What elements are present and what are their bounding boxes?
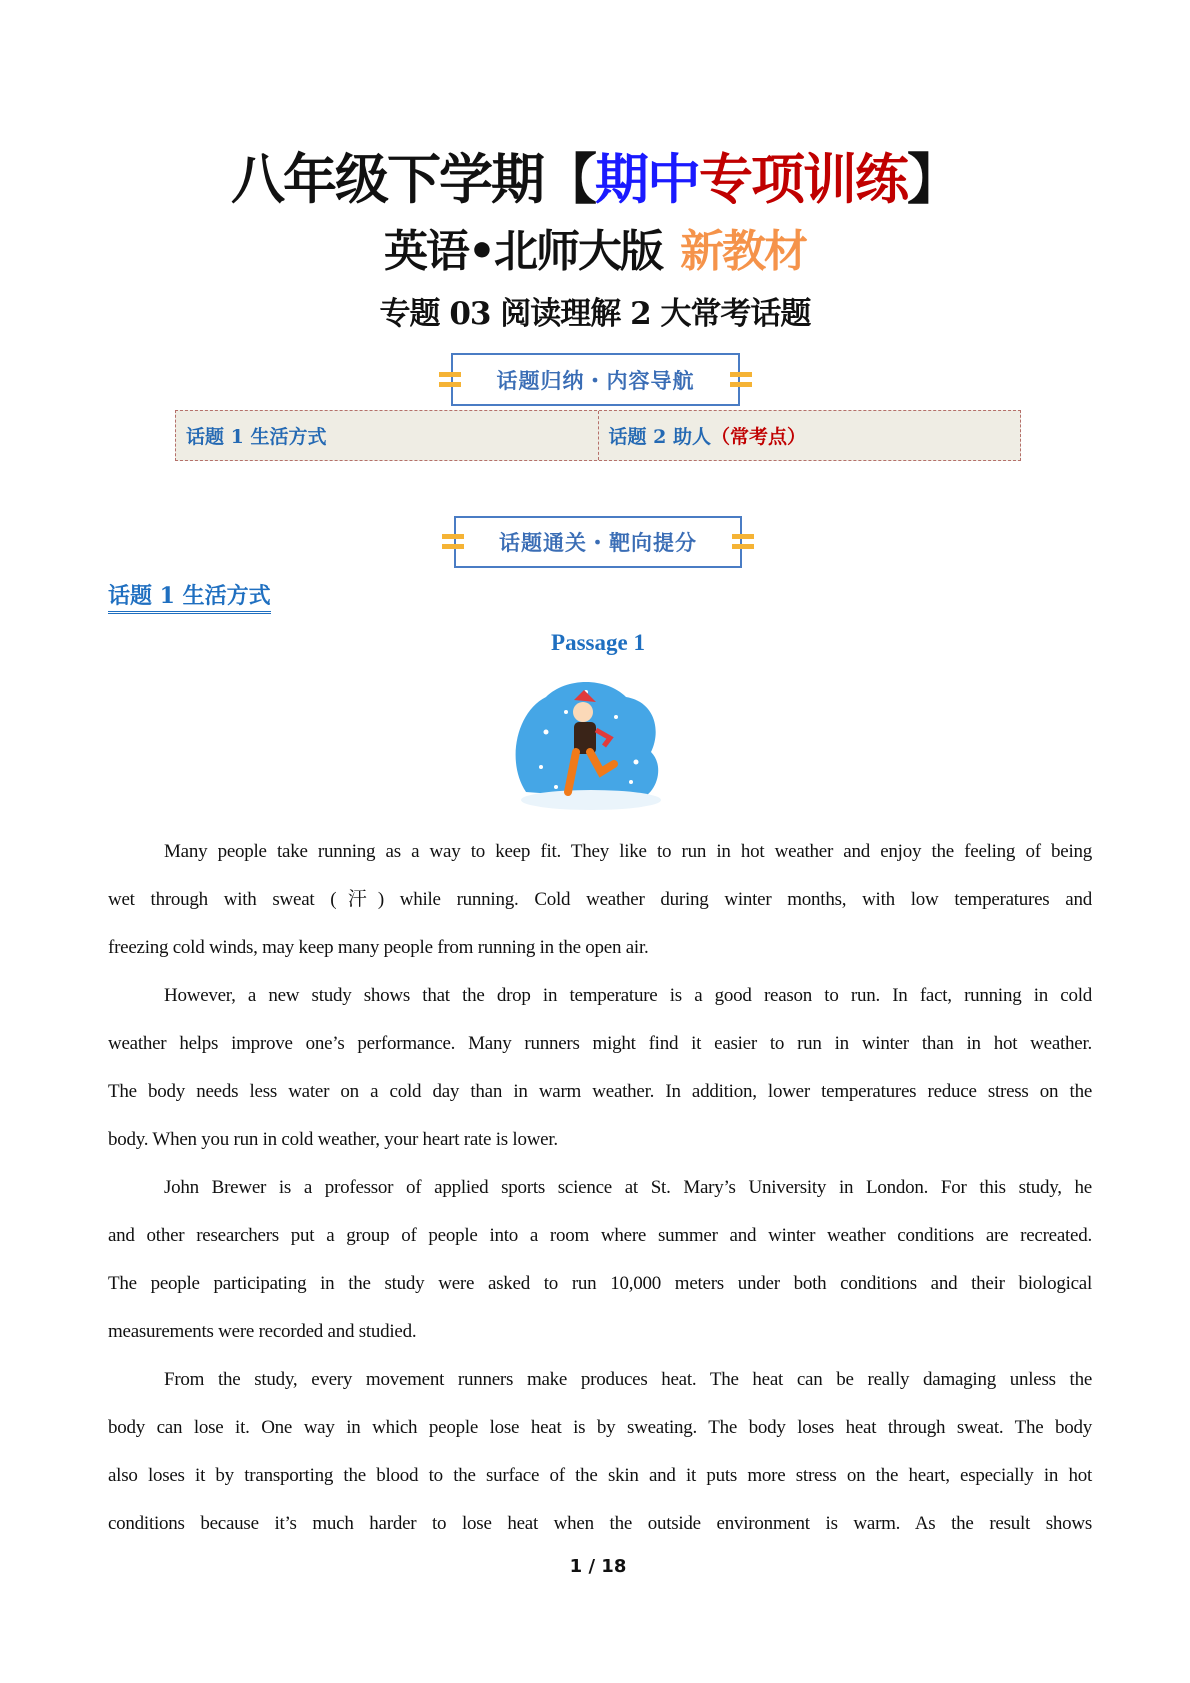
topic-note: （常考点） <box>710 426 806 448</box>
topic-title: 专题 03 阅读理解 2 大常考话题 <box>379 296 811 332</box>
passage-title: Passage 1 <box>551 630 645 655</box>
title-highlight-red: 专项训练 <box>699 148 907 211</box>
passage-line: weather helps improve one’s performance. Many runners might find it easier to run in winter than in hot weather. <box>108 1033 1092 1054</box>
document-subtitle <box>0 222 1190 282</box>
passage-line: body. When you run in cold weather, your heart rate is lower. <box>108 1129 558 1150</box>
decoration-icon <box>439 371 461 389</box>
decoration-icon <box>732 533 754 551</box>
passage-line: measurements were recorded and studied. <box>108 1321 417 1342</box>
nav-box-overview <box>451 353 740 406</box>
decoration-icon <box>730 371 752 389</box>
topic-link-2[interactable] <box>598 411 1021 460</box>
topic-table <box>175 410 1021 461</box>
title-highlight-blue: 期中 <box>595 148 699 211</box>
subtitle-accent: 新教材 <box>680 226 807 277</box>
passage-line: However, a new study shows that the drop in temperature is a good reason to run. In fact, running in cold <box>164 985 1092 1006</box>
passage-line: The body needs less water on a cold day than in warm weather. In addition, lower temperatures reduce stress on the <box>108 1081 1092 1102</box>
topic-label: 话题 1 生活方式 <box>186 426 327 448</box>
passage-line: and other researchers put a group of people into a room where summer and winter weather conditions are recreated. <box>108 1225 1092 1246</box>
nav-box-label: 话题通关・靶向提分 <box>499 531 697 555</box>
topic-label: 话题 2 助人 <box>608 426 711 448</box>
passage-line: John Brewer is a professor of applied sports science at St. Mary’s University in London. For this study, he <box>164 1177 1092 1198</box>
decoration-icon <box>442 533 464 551</box>
topic-link-1[interactable] <box>176 411 598 460</box>
title-part: 八年级下学期【 <box>231 148 595 211</box>
page-number: 1 / 18 <box>569 1556 627 1577</box>
section-heading-link[interactable]: 话题 1 生活方式 <box>108 582 271 614</box>
passage-line: wet through with sweat (汗) while running. Cold weather during winter months, with low temperatures and <box>108 889 1092 910</box>
passage-line: also loses it by transporting the blood to the surface of the skin and it puts more stress on the heart, especially in hot <box>108 1465 1092 1486</box>
passage-line: Many people take running as a way to keep fit. They like to run in hot weather and enjoy the feeling of being <box>164 841 1092 862</box>
subtitle-text: 英语•北师大版 <box>383 226 663 277</box>
passage-line: The people participating in the study were asked to run 10,000 meters under both conditions and their biological <box>108 1273 1092 1294</box>
passage-line: conditions because it’s much harder to lose heat when the outside environment is warm. As the result shows <box>108 1513 1092 1534</box>
title-bracket: 】 <box>907 148 959 211</box>
runner-illustration <box>486 672 708 828</box>
passage-line: From the study, every movement runners make produces heat. The heat can be really damaging unless the <box>164 1369 1092 1390</box>
nav-box-practice <box>454 516 742 568</box>
passage-line: body can lose it. One way in which people lose heat is by sweating. The body loses heat through sweat. The body <box>108 1417 1092 1438</box>
nav-box-label: 话题归纳・内容导航 <box>496 368 695 393</box>
passage-line: freezing cold winds, may keep many people from running in the open air. <box>108 937 649 958</box>
document-title <box>0 148 1190 212</box>
